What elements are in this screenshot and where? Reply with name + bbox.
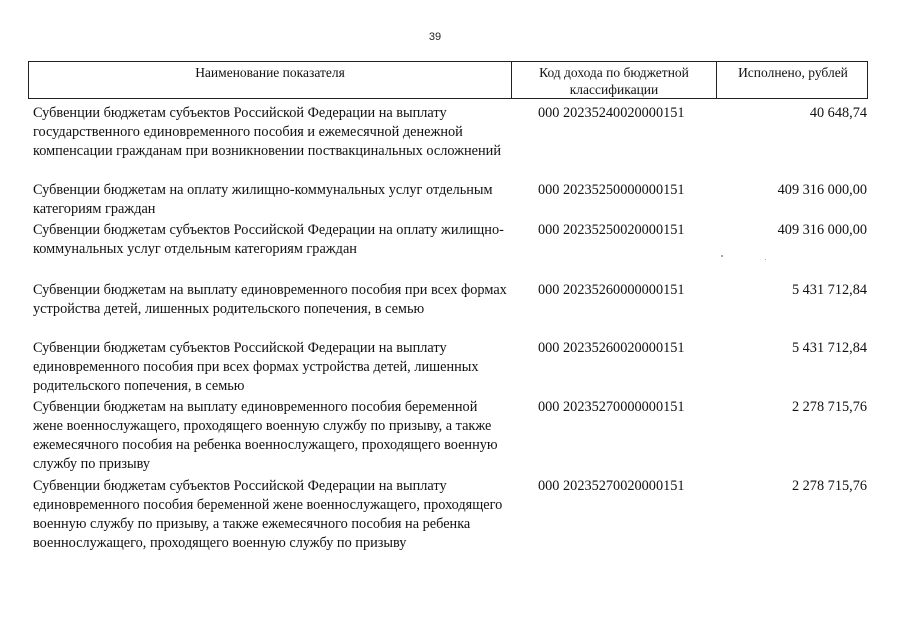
row-code: 000 20235270000000151	[538, 399, 685, 415]
row-value: 2 278 715,76	[791, 399, 867, 415]
row-name: Субвенции бюджетам на выплату единовременного пособия беременной жене военнослужащего, проходящего военную службу по призыву, а также ежемесячного пособия на ребенка военнослужащего, проходящего военную службу по призыву	[33, 399, 498, 472]
scan-speck	[721, 255, 723, 257]
row-value: 2 278 715,76	[791, 478, 867, 494]
header-value: Исполнено, рублей	[716, 62, 869, 98]
table-header	[28, 61, 868, 99]
row-name: Субвенции бюджетам субъектов Российской Федерации на выплату единовременного пособия при всех формах устройства детей, лишенных родительского попечения, в семью	[33, 340, 479, 394]
row-value: 5 431 712,84	[791, 340, 867, 356]
row-value: 409 316 000,00	[777, 182, 867, 198]
scan-speck	[765, 259, 766, 260]
row-name: Субвенции бюджетам субъектов Российской Федерации на оплату жилищно-коммунальных услуг отдельным категориям граждан	[33, 222, 504, 257]
row-code: 000 20235260020000151	[538, 340, 685, 356]
header-name: Наименование показателя	[195, 65, 345, 80]
row-code: 000 20235250000000151	[538, 182, 685, 198]
header-code: Код дохода по бюджетной классификации	[511, 62, 716, 98]
row-name: Субвенции бюджетам на оплату жилищно-коммунальных услуг отдельным категориям граждан	[33, 182, 493, 217]
row-value: 40 648,74	[809, 105, 867, 121]
row-value: 5 431 712,84	[791, 282, 867, 298]
row-code: 000 20235270020000151	[538, 478, 685, 494]
row-code: 000 20235260000000151	[538, 282, 685, 298]
row-name: Субвенции бюджетам на выплату единовременного пособия при всех формах устройства детей, лишенных родительского попечения, в семью	[33, 282, 507, 317]
page-number: 39	[428, 31, 442, 43]
row-code: 000 20235240020000151	[538, 105, 685, 121]
row-name: Субвенции бюджетам субъектов Российской Федерации на выплату единовременного пособия беременной жене военнослужащего, проходящего военную службу по призыву, а также ежемесячного пособия на ребенка военнослужащего, проходящего военную службу по призыву	[33, 478, 503, 551]
row-name: Субвенции бюджетам субъектов Российской Федерации на выплату государственного единовременного пособия и ежемесячной денежной компенсации гражданам при возникновении поствакцинальных осложнений	[33, 105, 501, 159]
row-code: 000 20235250020000151	[538, 222, 685, 238]
row-value: 409 316 000,00	[777, 222, 867, 238]
